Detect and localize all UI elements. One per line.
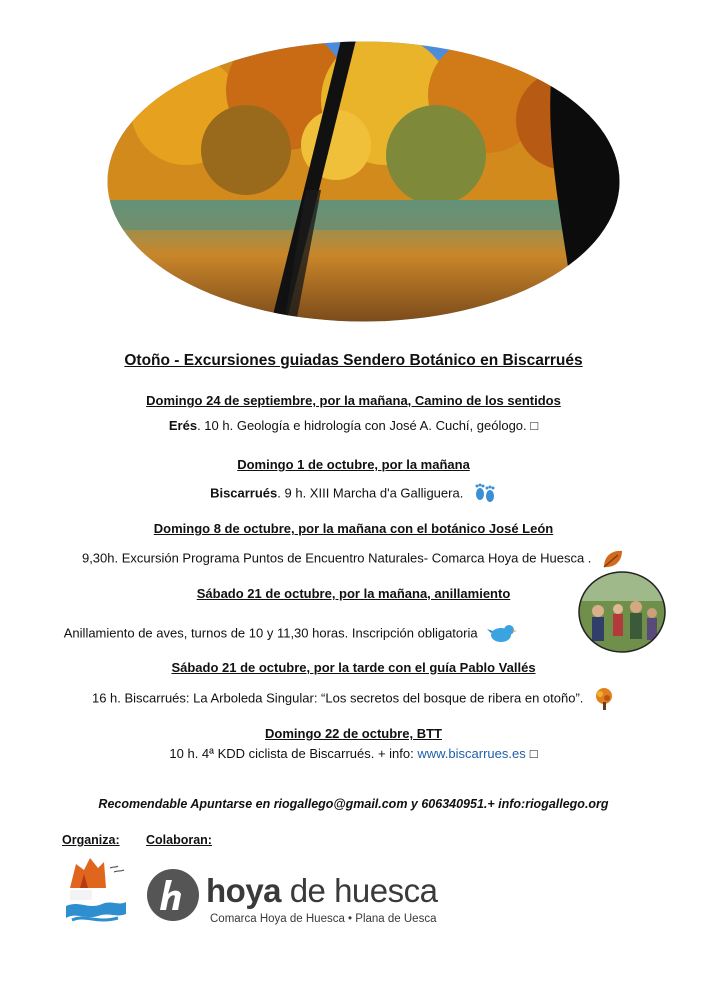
event-1-heading: Domingo 24 de septiembre, por la mañana, Camino de los sentidos bbox=[146, 393, 561, 408]
event-4-line bbox=[0, 621, 644, 647]
hoya-word-2: de bbox=[281, 872, 335, 909]
footprints-icon bbox=[473, 483, 497, 505]
missing-glyph-icon: □ bbox=[530, 418, 539, 433]
event-6-line bbox=[0, 746, 707, 761]
hoya-h-mark bbox=[146, 868, 200, 922]
event-5-heading: Sábado 21 de octubre, por la tarde con el guía Pablo Vallés bbox=[171, 660, 536, 675]
hoya-subtitle: Comarca Hoya de Huesca • Plana de Uesca bbox=[210, 913, 437, 925]
event-6-heading: Domingo 22 de octubre, BTT bbox=[265, 726, 442, 741]
event-2-heading: Domingo 1 de octubre, por la mañana bbox=[237, 457, 470, 472]
hoya-word-1: hoya bbox=[206, 872, 282, 909]
event-2-line bbox=[0, 483, 707, 505]
event-3-detail: 9,30h. Excursión Programa Puntos de Encuentro Naturales- Comarca Hoya de Huesca . bbox=[81, 550, 592, 566]
event-3-line bbox=[0, 548, 707, 570]
event-5-detail: 16 h. Biscarrués: La Arboleda Singular: “Los secretos del bosque de ribera en otoño”. bbox=[91, 690, 584, 706]
event-4-heading: Sábado 21 de octubre, por la mañana, anillamiento bbox=[196, 586, 511, 601]
biscarrues-link[interactable]: www.biscarrues.es bbox=[417, 746, 526, 761]
colaboran-label: Colaboran: bbox=[146, 833, 212, 847]
event-1-detail: . 10 h. Geología e hidrología con José A. Cuchí, geólogo. bbox=[197, 418, 531, 433]
missing-glyph-icon: □ bbox=[529, 746, 538, 761]
event-5-line bbox=[0, 687, 707, 711]
event-1-line bbox=[0, 418, 707, 433]
event-2-place: Biscarrués bbox=[210, 485, 278, 501]
page-title: Otoño - Excursiones guiadas Sendero Botánico en Biscarrués bbox=[124, 352, 583, 369]
hoya-word-3: huesca bbox=[334, 872, 438, 909]
recommendation-note: Recomendable Apuntarse en riogallego@gmail.com y 606340951.+ info:riogallego.org bbox=[98, 797, 609, 811]
event-6-detail: 10 h. 4ª KDD ciclista de Biscarrués. + info: bbox=[169, 746, 418, 761]
autumn-leaf-icon bbox=[601, 548, 625, 570]
bird-icon bbox=[487, 621, 517, 647]
event-2-detail: . 9 h. XIII Marcha d'a Galliguera. bbox=[277, 485, 464, 501]
event-3-heading: Domingo 8 de octubre, por la mañana con el botánico José León bbox=[153, 521, 554, 536]
autumn-tree-icon bbox=[593, 687, 615, 711]
event-1-place: Erés bbox=[168, 418, 198, 433]
organiza-label: Organiza: bbox=[62, 833, 120, 847]
ringing-group-photo bbox=[578, 571, 666, 653]
autumn-lake-photo bbox=[106, 40, 621, 323]
hoya-de-huesca-logo bbox=[146, 868, 438, 927]
organizer-logo bbox=[62, 854, 128, 926]
hoya-wordmark bbox=[206, 872, 438, 910]
event-4-detail: Anillamiento de aves, turnos de 10 y 11,30 horas. Inscripción obligatoria bbox=[63, 625, 478, 641]
